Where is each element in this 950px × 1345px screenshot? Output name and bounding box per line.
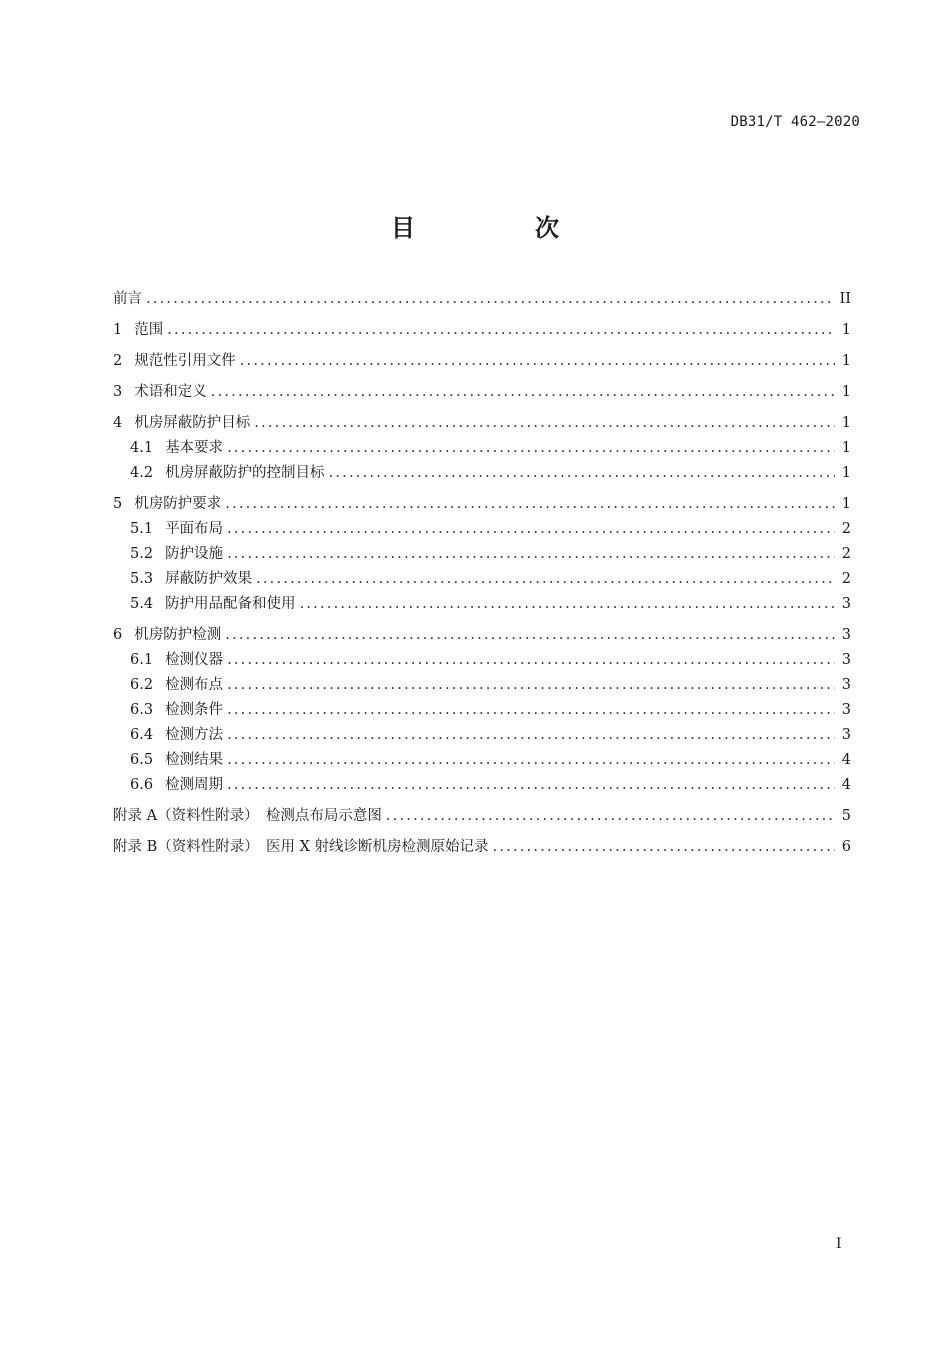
- toc-entry-page: 1: [841, 353, 851, 369]
- toc-entry[interactable]: [113, 835, 851, 860]
- dot-leader: [225, 492, 835, 517]
- toc-entry-page: 1: [841, 384, 851, 400]
- toc-entry[interactable]: [113, 436, 851, 461]
- toc-entry-page: 2: [841, 521, 851, 537]
- dot-leader: [254, 411, 835, 436]
- toc-entry-number: 6.5: [130, 752, 154, 768]
- toc-entry-page: 3: [841, 596, 851, 612]
- toc-entry-page: II: [839, 291, 851, 307]
- table-of-contents: [113, 287, 851, 860]
- toc-entry-label: 检测仪器: [165, 652, 224, 668]
- toc-entry-number: 6.6: [130, 777, 154, 793]
- toc-entry-number: 1: [113, 322, 123, 338]
- toc-entry[interactable]: [113, 773, 851, 798]
- toc-entry-number: 3: [113, 384, 123, 400]
- toc-entry-page: 1: [841, 465, 851, 481]
- toc-entry[interactable]: [113, 492, 851, 517]
- dot-leader: [227, 723, 835, 748]
- toc-entry[interactable]: [113, 623, 851, 648]
- dot-leader: [167, 318, 835, 343]
- toc-entry-number: 6: [113, 627, 123, 643]
- toc-entry-label: 附录 B（资料性附录） 医用 X 射线诊断机房检测原始记录: [113, 839, 489, 855]
- toc-entry-page: 1: [841, 496, 851, 512]
- toc-entry-number: 5.4: [130, 596, 154, 612]
- toc-entry-label: 术语和定义: [134, 384, 207, 400]
- dot-leader: [329, 461, 835, 486]
- toc-entry-label: 检测布点: [165, 677, 224, 693]
- dot-leader: [227, 673, 835, 698]
- toc-entry-number: 5.1: [130, 521, 154, 537]
- dot-leader: [211, 380, 835, 405]
- dot-leader: [227, 436, 835, 461]
- toc-entry-label: 范围: [134, 322, 164, 338]
- toc-entry[interactable]: [113, 542, 851, 567]
- toc-entry[interactable]: [113, 318, 851, 343]
- toc-entry[interactable]: [113, 673, 851, 698]
- toc-entry-label: 机房防护检测: [134, 627, 222, 643]
- toc-entry-number: 2: [113, 353, 123, 369]
- toc-entry-number: 4.2: [130, 465, 154, 481]
- toc-entry[interactable]: [113, 287, 851, 312]
- toc-entry[interactable]: [113, 380, 851, 405]
- dot-leader: [386, 804, 835, 829]
- dot-leader: [256, 567, 835, 592]
- toc-entry-number: 6.3: [130, 702, 154, 718]
- dot-leader: [227, 698, 835, 723]
- toc-entry[interactable]: [113, 411, 851, 436]
- toc-entry-number: 5.2: [130, 546, 154, 562]
- dot-leader: [227, 517, 835, 542]
- toc-entry-label: 前言: [113, 291, 142, 307]
- page-number: I: [836, 1236, 842, 1252]
- toc-entry[interactable]: [113, 349, 851, 374]
- toc-entry-page: 3: [841, 677, 851, 693]
- toc-entry-label: 平面布局: [165, 521, 224, 537]
- toc-entry-page: 1: [841, 440, 851, 456]
- dot-leader: [227, 748, 835, 773]
- toc-entry[interactable]: [113, 461, 851, 486]
- toc-entry-label: 附录 A（资料性附录） 检测点布局示意图: [113, 808, 382, 824]
- toc-entry-number: 5.3: [130, 571, 154, 587]
- dot-leader: [227, 773, 835, 798]
- dot-leader: [146, 287, 835, 312]
- toc-entry-page: 4: [841, 777, 851, 793]
- toc-entry[interactable]: [113, 698, 851, 723]
- dot-leader: [227, 648, 835, 673]
- toc-entry-label: 防护用品配备和使用: [165, 596, 296, 612]
- toc-entry[interactable]: [113, 748, 851, 773]
- dot-leader: [493, 835, 835, 860]
- toc-entry-page: 2: [841, 571, 851, 587]
- toc-entry-page: 3: [841, 627, 851, 643]
- toc-entry-number: 6.4: [130, 727, 154, 743]
- toc-entry-label: 屏蔽防护效果: [165, 571, 253, 587]
- toc-entry[interactable]: [113, 648, 851, 673]
- toc-entry-label: 检测条件: [165, 702, 224, 718]
- toc-entry[interactable]: [113, 567, 851, 592]
- toc-entry-page: 2: [841, 546, 851, 562]
- toc-entry-label: 防护设施: [165, 546, 224, 562]
- toc-entry-number: 4: [113, 415, 123, 431]
- toc-entry-page: 1: [841, 322, 851, 338]
- toc-entry-page: 3: [841, 702, 851, 718]
- toc-entry-number: 4.1: [130, 440, 154, 456]
- dot-leader: [240, 349, 835, 374]
- toc-entry-label: 检测方法: [165, 727, 224, 743]
- toc-entry[interactable]: [113, 723, 851, 748]
- toc-entry-page: 6: [841, 839, 851, 855]
- toc-entry-number: 6.2: [130, 677, 154, 693]
- toc-entry-page: 3: [841, 652, 851, 668]
- toc-title: 目 次: [391, 214, 607, 242]
- dot-leader: [300, 592, 835, 617]
- toc-entry[interactable]: [113, 517, 851, 542]
- dot-leader: [225, 623, 835, 648]
- toc-entry-page: 5: [841, 808, 851, 824]
- toc-entry-label: 机房屏蔽防护目标: [134, 415, 251, 431]
- toc-entry-page: 3: [841, 727, 851, 743]
- document-code: DB31/T 462—2020: [730, 114, 860, 130]
- toc-entry-label: 检测结果: [165, 752, 224, 768]
- toc-entry-number: 6.1: [130, 652, 154, 668]
- toc-entry-page: 1: [841, 415, 851, 431]
- toc-entry-label: 机房防护要求: [134, 496, 222, 512]
- toc-entry-label: 基本要求: [165, 440, 224, 456]
- toc-entry-label: 规范性引用文件: [134, 353, 236, 369]
- dot-leader: [227, 542, 835, 567]
- toc-entry-label: 机房屏蔽防护的控制目标: [165, 465, 325, 481]
- toc-entry[interactable]: [113, 592, 851, 617]
- toc-entry-page: 4: [841, 752, 851, 768]
- toc-entry[interactable]: [113, 804, 851, 829]
- toc-entry-label: 检测周期: [165, 777, 224, 793]
- toc-entry-number: 5: [113, 496, 123, 512]
